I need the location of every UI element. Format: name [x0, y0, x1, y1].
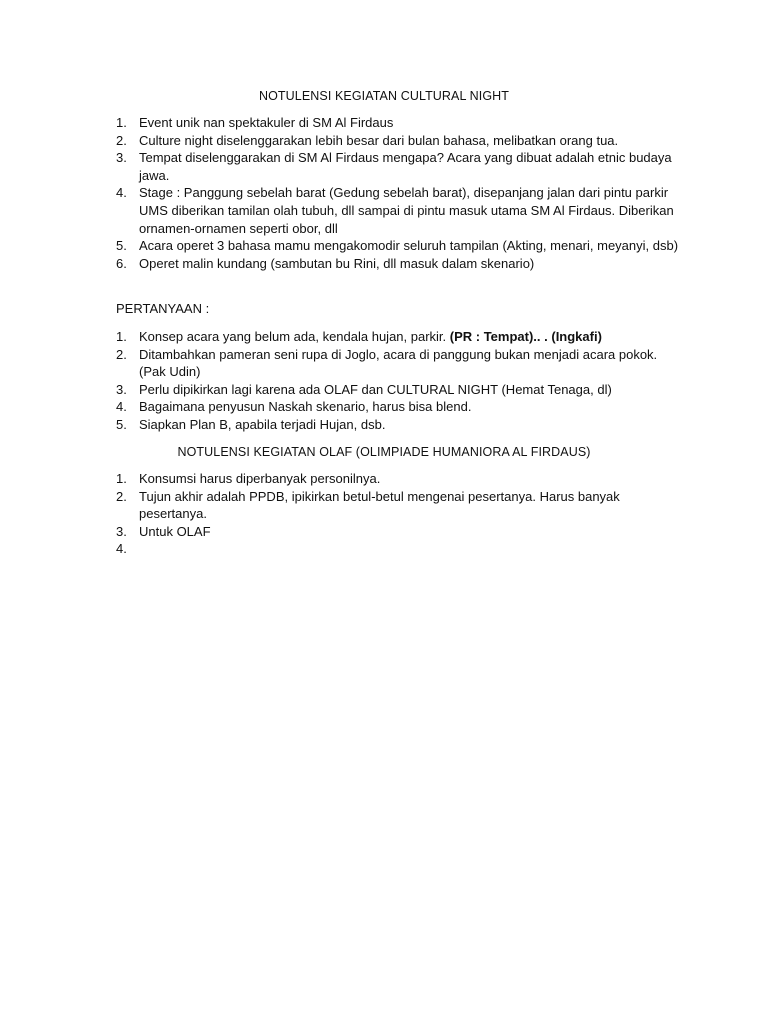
item-text: Acara operet 3 bahasa mamu mengakomodir seluruh tampilan (Akting, menari, meyanyi, dsb) — [139, 238, 679, 254]
item-text: Bagaimana penyusun Naskah skenario, harus bisa blend. — [139, 399, 472, 415]
list-item — [116, 398, 686, 416]
list-item — [116, 132, 686, 150]
item-number: 5. — [116, 416, 127, 432]
list-item — [116, 328, 686, 346]
list-item — [116, 149, 686, 184]
list-item — [116, 237, 686, 255]
item-text: Culture night diselenggarakan lebih besar dari bulan bahasa, melibatkan orang tua. — [139, 132, 619, 148]
item-number: 6. — [116, 255, 127, 271]
item-text: Event unik nan spektakuler di SM Al Firdaus — [139, 115, 394, 130]
item-number: 2. — [116, 346, 127, 362]
list-item — [116, 184, 686, 237]
item-number: 1. — [116, 471, 127, 486]
list-item — [116, 488, 686, 523]
item-text: Ditambahkan pameran seni rupa di Joglo, acara di panggung bukan menjadi acara pokok. (Pak Udin) — [139, 346, 658, 380]
item-number: 4. — [116, 399, 127, 415]
item-number: 3. — [116, 150, 127, 166]
item-number: 3. — [116, 523, 127, 539]
list-item — [116, 470, 686, 488]
item-text: Konsumsi harus diperbanyak personilnya. — [139, 471, 381, 486]
list-item — [116, 114, 686, 132]
item-number: 1. — [116, 115, 127, 130]
item-text: Untuk OLAF — [139, 523, 211, 539]
item-text: Tujun akhir adalah PPDB, ipikirkan betul-betul mengenai pesertanya. Harus banyak pesertanya. — [139, 488, 620, 522]
document-title-cultural-night: NOTULENSI KEGIATAN CULTURAL NIGHT — [258, 89, 510, 103]
item-number: 3. — [116, 381, 127, 397]
item-number: 2. — [116, 132, 127, 148]
list-item — [116, 416, 686, 434]
item-number: 4. — [116, 541, 127, 557]
item-text: Perlu dipikirkan lagi karena ada OLAF dan CULTURAL NIGHT (Hemat Tenaga, dl) — [139, 381, 612, 397]
document-title-olaf: NOTULENSI KEGIATAN OLAF (OLIMPIADE HUMANIORA AL FIRDAUS) — [177, 445, 591, 459]
list-item — [116, 346, 686, 381]
item-text: Stage : Panggung sebelah barat (Gedung sebelah barat), disepanjang jalan dari pintu parkir UMS diberikan tamilan olah tubuh, dll sampai di pintu masuk utama SM Al Firdaus. Diberikan ornamen-ornamen seperti obor, dll — [139, 185, 674, 236]
item-number: 5. — [116, 238, 127, 254]
item-text: Siapkan Plan B, apabila terjadi Hujan, dsb. — [139, 416, 386, 432]
cultural-night-notes-list — [116, 114, 686, 272]
list-item — [116, 255, 686, 273]
item-text: Tempat diselenggarakan di SM Al Firdaus mengapa? Acara yang dibuat adalah etnic budaya jawa. — [139, 150, 672, 183]
questions-list — [116, 328, 686, 434]
item-number: 2. — [116, 488, 127, 504]
item-text: Konsep acara yang belum ada, kendala hujan, parkir. — [139, 329, 450, 344]
list-item — [116, 523, 686, 541]
item-number: 4. — [116, 185, 127, 201]
item-number: 1. — [116, 329, 127, 344]
item-bold-note: (PR : Tempat).. . (Ingkafi) — [449, 329, 602, 344]
item-text: Operet malin kundang (sambutan bu Rini, dll masuk dalam skenario) — [139, 255, 535, 271]
questions-heading: PERTANYAAN : — [116, 301, 210, 316]
list-item — [116, 540, 686, 558]
list-item — [116, 381, 686, 399]
olaf-notes-list — [116, 470, 686, 558]
